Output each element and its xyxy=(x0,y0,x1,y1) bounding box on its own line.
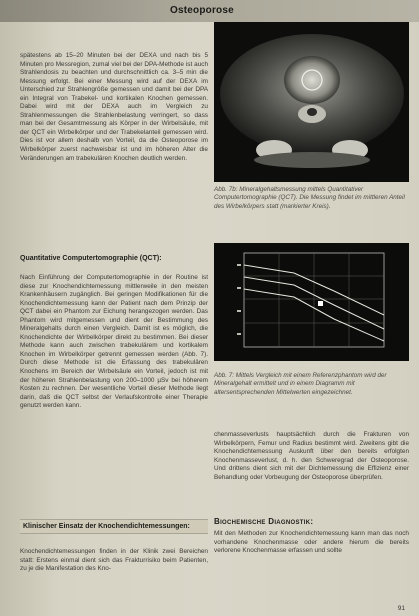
page-number: 91 xyxy=(397,605,405,612)
intro-text: spätestens ab 15–20 Minuten bei der DEXA und nach bis 5 Minuten pro Messregion, zumal viel bei der DPA-Methode ist auch Strahlendosis zu beachten und durchschnittlich ca. 3–5 min die Messung erfolgt. Bei einer Messung wird auf der DEXA im Unterschied zur Strahlengröße gemessen und damit bei der DPA ein Integral von Trabekel- und kortikalen Knochen gemessen. Dabei wird mit der DEXA auch im Vergleich zu Strahlenmessungen die Strahlenbelastung verringert, so dass man bei der Gesamtmessung als Körper in der Wirbelsäule, mit der QCT ein Wirbelkörper und der Trabekelanteil gemessen wird. Dies ist vor allem deshalb von Vorteil, da die Osteoporose im Wirbelkörper zuerst nachweisbar ist und im höheren Alter die Veränderungen am trabekulären Knochen deutlich werden. xyxy=(20,52,208,162)
clinical-use-heading: Klinischer Einsatz der Knochendichtemessungen: xyxy=(20,519,208,534)
density-reference-graph xyxy=(214,243,409,361)
intro-paragraph xyxy=(20,52,208,163)
qct-paragraph: Nach Einführung der Computertomographie in der Routine ist diese zur Knochendichtemessung mittlerweile in den meisten Krankenhäusern zugänglich. Bei geringen Modifikationen für die Knochendichtemessung kann der Patient nach dem Prinzip der QCT dabei ein Phantom zur Eichung herangezogen werden. Das Phantom wird mitgemessen und dient der Bestimmung des Mineralgehalts durch einen Vergleich. Damit ist es möglich, die Knochendichte der Wirbelkörper direkt zu bestimmen. Bei dieser Methode kann auch zwischen trabekulärem und kortikalem Knochen im Wirbelkörper getrennt gemessen werden (Abb. 7). Durch diese Methode ist die Erfassung des trabekulären Knochens im Bereich der Wirbelsäule ein Vorteil, jedoch ist mit der höheren Strahlenbelastung von 200–1000 µSv bei höherem Kosten zu rechnen. Der wesentliche Vorteil dieser Methode liegt darin, daß die QCT selbst der Verlaufskontrolle einer Therapie genutzt werden kann. xyxy=(20,274,208,410)
density-graph-image xyxy=(214,243,409,361)
page-header xyxy=(0,0,419,22)
qct-heading: Quantitative Computertomographie (QCT): xyxy=(20,255,162,262)
biochemical-diagnostics-heading: Biochemische Diagnostik: xyxy=(214,517,314,526)
biochemical-diagnostics-paragraph: Mit den Methoden zur Knochendichtemessung kann man das noch vorhandene Knochenmasse oder andere hierum die bereits verlorene Knochenmasse erfassen und sollte xyxy=(214,530,409,555)
ct-scan-image xyxy=(214,22,409,182)
running-title: Osteoporose xyxy=(170,5,234,16)
right-column-paragraph: chenmasseverlusts hauptsächlich durch die Frakturen von Wirbelkörpern, Femur und Radius bestimmt wird. Zweitens gibt die Knochendichtemessung Auskunft über den bereits erfolgten Knochenmasseverlust, d. h. den Schweregrad der Osteoporose. Und drittens dient sich mit der Dichtemessung die Effizienz einer Behandlung oder Vorbeugung der Osteoporose überprüfen. xyxy=(214,431,409,481)
ct-vertebra-illustration xyxy=(214,22,409,182)
figure-ct-caption: Abb. 7b: Mineralgehaltsmessung mittels Quantitativer Computertomographie (QCT). Die Messung findet im mittleren Anteil des Wirbelkörpers statt (markierter Kreis). xyxy=(214,186,405,210)
figure-graph-caption: Abb. 7: Mittels Vergleich mit einem Referenzphantom wird der Mineralgehalt ermittelt und in einem Diagramm mit altersentsprechenden Mittelwerten eingezeichnet. xyxy=(214,372,387,396)
clinical-use-paragraph: Knochendichtemessungen finden in der Klinik zwei Bereichen statt: Erstens einmal dient sich das Frakturrisiko beim Patienten, zu je die Manifestation des Kno- xyxy=(20,548,208,573)
